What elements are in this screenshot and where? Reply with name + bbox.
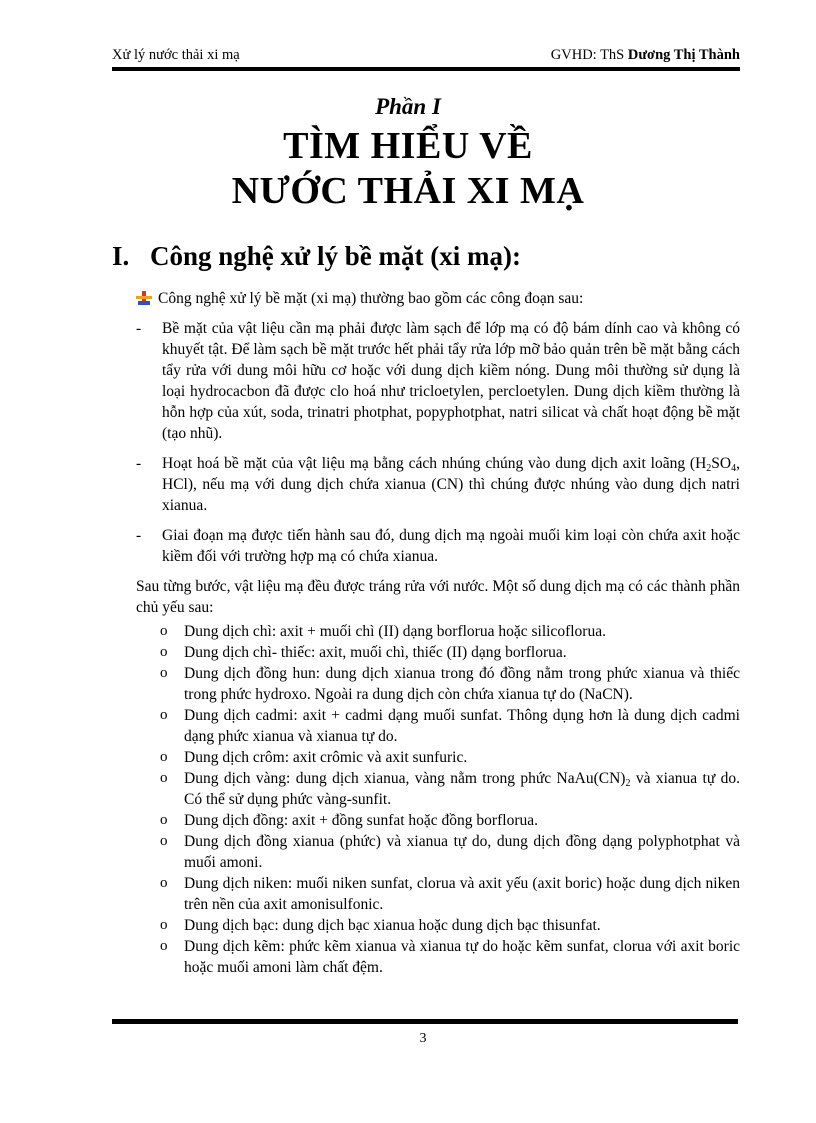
bullet-icon: [136, 291, 152, 305]
dash-item-activation: [136, 453, 740, 516]
list-item: [160, 936, 740, 978]
list-item-text: Dung dịch đồng hun: dung dịch xianua trong đó đồng nằm trong phức xianua và thiếc trong phức hydroxo. Ngoài ra dung dịch còn chứa xianua tự do (NaCN).: [184, 665, 740, 703]
subscript: 2: [625, 778, 631, 789]
list-item-text: Dung dịch chì: axit + muối chì (II) dạng borflorua hoặc silicoflorua.: [184, 623, 606, 640]
circle-bullet: o: [160, 665, 168, 681]
body-content: [136, 288, 740, 978]
list-item-text: Dung dịch crôm: axit crômic và axit sunfuric.: [184, 749, 468, 766]
footer-rule: [112, 1019, 738, 1024]
page-header: [112, 47, 740, 67]
list-item: [160, 915, 740, 936]
dash-marker: -: [136, 320, 142, 337]
list-item: [160, 810, 740, 831]
dash-item-text-mid: SO: [711, 455, 732, 472]
list-item: [160, 621, 740, 642]
header-supervisor-name: Dương Thị Thành: [627, 47, 740, 63]
intro-bullet: [136, 288, 740, 309]
dash-item-text-after: , HCl), nếu mạ với dung dịch chứa xianua (CN) thì chúng được nhúng vào dung dịch natri xianua.: [162, 455, 740, 514]
solution-list: [136, 621, 740, 978]
list-item-text: Dung dịch bạc: dung dịch bạc xianua hoặc dung dịch bạc thisunfat.: [184, 917, 601, 934]
dash-item-plating: [136, 525, 740, 567]
list-item: [160, 663, 740, 705]
circle-bullet: o: [160, 770, 168, 786]
circle-bullet: o: [160, 938, 168, 954]
dash-marker: -: [136, 455, 142, 472]
list-item: [160, 747, 740, 768]
paragraph: Sau từng bước, vật liệu mạ đều được tráng rửa với nước. Một số dung dịch mạ có các thành phần chủ yếu sau:: [136, 578, 740, 616]
section-number: I.: [112, 241, 130, 271]
list-item-text-after: và xianua tự do. Có thể sử dụng phức vàng-sunfit.: [184, 770, 740, 808]
list-item-text: Dung dịch kẽm: phức kẽm xianua và xianua tự do hoặc kẽm sunfat, clorua với axit boric hoặc muối amoni làm chất đệm.: [184, 938, 740, 976]
circle-bullet: o: [160, 812, 168, 828]
list-item-text: Dung dịch niken: muối niken sunfat, clorua và axit yếu (axit boric) hoặc dung dịch niken trên nền của axit amonisulfonic.: [184, 875, 740, 913]
dash-item-text-before: Hoạt hoá bề mặt của vật liệu mạ bằng cách nhúng chúng vào dung dịch axit loãng (H: [162, 455, 707, 472]
dash-marker: -: [136, 527, 142, 544]
subscript: 4: [731, 463, 737, 474]
list-item: [160, 873, 740, 915]
list-item: [160, 642, 740, 663]
header-supervisor-prefix: GVHD: ThS: [550, 47, 628, 63]
subscript: 2: [706, 463, 712, 474]
list-item-text-before: Dung dịch vàng: dung dịch xianua, vàng nằm trong phức NaAu(CN): [184, 770, 626, 787]
list-item: [160, 831, 740, 873]
dash-item-text: Giai đoạn mạ được tiến hành sau đó, dung dịch mạ ngoài muối kim loại còn chứa axit hoặc kiềm đối với trường hợp mạ có chứa xianua.: [162, 527, 740, 565]
section-heading-text: Công nghệ xử lý bề mặt (xi mạ):: [150, 241, 521, 271]
dash-item-text: Bề mặt của vật liệu cần mạ phải được làm sạch để lớp mạ có độ bám dính cao và không có khuyết tật. Để làm sạch bề mặt trước hết phải tẩy rửa lớp mỡ bảo quản trên bề mặt bằng cách tẩy rửa với dung môi hữu cơ hoặc với dung dịch kiềm nóng. Dung môi thường sử dụng là loại hydrocacbon đã được clo hoá như tricloetylen, percloetylen. Dung dịch kiềm thường là hỗn hợp của xút, soda, trinatri photphat, popyphotphat, natri silicat và chất hoạt động bề mặt (tạo nhũ).: [162, 320, 740, 442]
list-item-text: Dung dịch đồng xianua (phức) và xianua tự do, dung dịch đồng dạng polyphotphat và muối amoni.: [184, 833, 740, 871]
part-label: Phần I: [375, 94, 441, 119]
page-number: 3: [419, 1031, 427, 1046]
list-item: [160, 768, 740, 810]
circle-bullet: o: [160, 833, 168, 849]
list-item-text: Dung dịch chì- thiếc: axit, muối chì, thiếc (II) dạng borflorua.: [184, 644, 567, 661]
circle-bullet: o: [160, 644, 168, 660]
page-title-line-1: TÌM HIỂU VỀ: [283, 125, 533, 167]
circle-bullet: o: [160, 749, 168, 765]
header-document-title: Xử lý nước thải xi mạ: [112, 47, 240, 63]
list-item-text: Dung dịch cadmi: axit + cadmi dạng muối sunfat. Thông dụng hơn là dung dịch cadmi dạng phức xianua và xianua tự do.: [184, 707, 740, 745]
circle-bullet: o: [160, 623, 168, 639]
circle-bullet: o: [160, 875, 168, 891]
circle-bullet: o: [160, 917, 168, 933]
list-item: [160, 705, 740, 747]
page-title-line-2: NƯỚC THẢI XI MẠ: [231, 170, 585, 212]
header-rule: [112, 67, 740, 71]
header-supervisor: [551, 47, 740, 64]
intro-text: Công nghệ xử lý bề mặt (xi mạ) thường bao gồm các công đoạn sau:: [158, 290, 584, 307]
list-item-text: Dung dịch đồng: axit + đồng sunfat hoặc đồng borflorua.: [184, 812, 538, 829]
circle-bullet: o: [160, 707, 168, 723]
section-heading: [112, 241, 521, 272]
dash-item-cleaning: [136, 318, 740, 444]
